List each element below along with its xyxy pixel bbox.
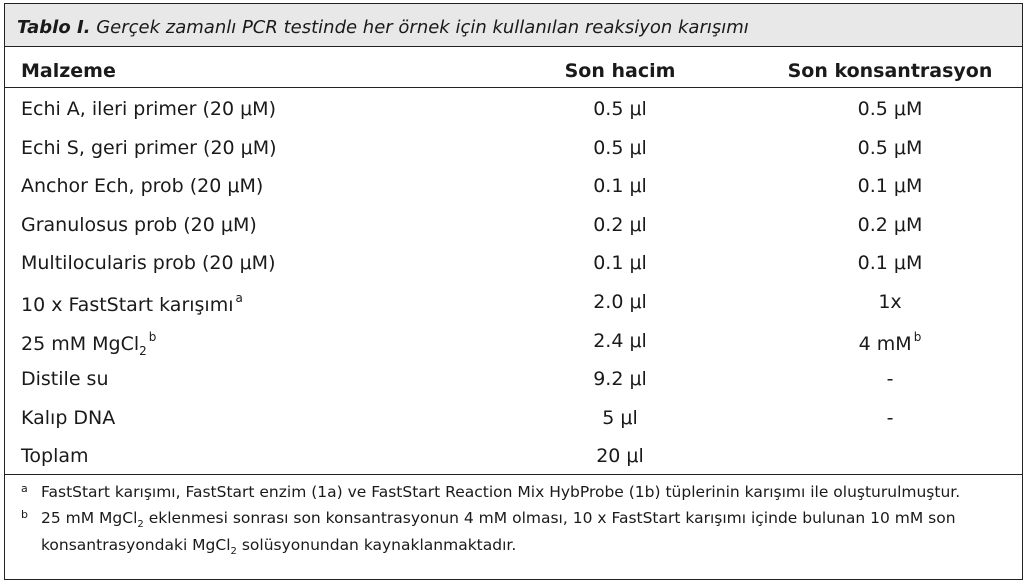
conc-text: 4 mM <box>858 332 912 355</box>
table-row <box>5 204 1022 243</box>
material-text: 10 x FastStart karışımı <box>21 293 234 316</box>
table-bottom-rule <box>5 474 1022 475</box>
table-row <box>5 242 1022 281</box>
caption-lead: Tablo I. <box>17 17 91 38</box>
subscript: 2 <box>230 546 237 557</box>
cell-concentration: 0.1 μM <box>857 175 923 198</box>
cell-material: Kalıp DNA <box>21 406 116 429</box>
cell-concentration: 1x <box>878 290 902 313</box>
cell-volume: 0.5 μl <box>593 136 647 159</box>
cell-material: Anchor Ech, prob (20 μM) <box>21 175 264 198</box>
cell-concentration: - <box>886 406 894 429</box>
footnote-a <box>5 482 1022 502</box>
footnote-mark: b <box>21 508 28 521</box>
cell-material: Distile su <box>21 368 109 391</box>
cell-volume: 0.2 μl <box>593 213 647 236</box>
table-frame <box>4 3 1023 580</box>
cell-concentration <box>780 330 1000 355</box>
footnote-mark: a <box>21 482 28 495</box>
cell-material: Multilocularis prob (20 μM) <box>21 252 276 275</box>
cell-concentration: 0.5 μM <box>857 136 923 159</box>
table-row <box>5 320 1022 359</box>
material-text: 25 mM MgCl <box>21 332 140 355</box>
footnote-text-part: 25 mM MgCl <box>41 509 138 527</box>
cell-material <box>21 291 243 316</box>
table-row <box>5 165 1022 204</box>
table-row <box>5 127 1022 166</box>
cell-concentration: 0.2 μM <box>857 213 923 236</box>
footnote-text-part: solüsyonundan kaynaklanmaktadır. <box>236 536 517 554</box>
cell-material: Toplam <box>21 445 89 468</box>
cell-volume: 9.2 μl <box>593 368 647 391</box>
cell-material <box>21 330 156 358</box>
footnote-ref: b <box>148 329 157 344</box>
footnote-b <box>5 508 1022 562</box>
column-header-volume: Son hacim <box>564 60 676 82</box>
table-caption <box>17 17 749 38</box>
table-row <box>5 358 1022 397</box>
table-body <box>5 88 1022 474</box>
footnote-text: FastStart karışımı, FastStart enzim (1a) ve FastStart Reaction Mix HybProbe (1b) tüplerinin karışımı ile oluşturulmuştur. <box>41 483 961 501</box>
cell-material: Echi S, geri primer (20 μM) <box>21 136 277 159</box>
subscript: 2 <box>139 343 147 358</box>
cell-concentration: 0.5 μM <box>857 98 923 120</box>
cell-concentration: - <box>886 368 894 391</box>
caption-bar <box>5 4 1022 47</box>
table-header-row <box>5 47 1022 88</box>
footnotes <box>5 482 1022 568</box>
footnote-text <box>41 509 956 557</box>
subscript: 2 <box>137 519 144 530</box>
footnote-ref: a <box>235 290 243 305</box>
table-row <box>5 281 1022 320</box>
cell-volume: 0.1 μl <box>593 175 647 198</box>
cell-concentration: 0.1 μM <box>857 252 923 275</box>
cell-material: Echi A, ileri primer (20 μM) <box>21 98 276 120</box>
cell-volume: 5 μl <box>602 406 638 429</box>
cell-volume: 0.1 μl <box>593 252 647 275</box>
footnote-ref: b <box>913 329 922 344</box>
table-row <box>5 397 1022 436</box>
table-row-total <box>5 435 1022 474</box>
cell-volume: 2.4 μl <box>593 329 647 352</box>
cell-volume: 0.5 μl <box>593 98 647 120</box>
cell-volume: 20 μl <box>596 445 644 468</box>
footnote-text-part: eklenmesi sonrası son konsantrasyonun 4 mM olması, 10 x FastStart karışımı içinde bulunan 10 mM son konsantrasyondaki MgCl <box>41 509 956 554</box>
caption-text: Gerçek zamanlı PCR testinde her örnek için kullanılan reaksiyon karışımı <box>90 17 749 38</box>
cell-material: Granulosus prob (20 μM) <box>21 213 257 236</box>
column-header-concentration: Son konsantrasyon <box>787 60 993 82</box>
column-header-material: Malzeme <box>21 60 116 82</box>
table-row <box>5 88 1022 127</box>
cell-volume: 2.0 μl <box>593 290 647 313</box>
